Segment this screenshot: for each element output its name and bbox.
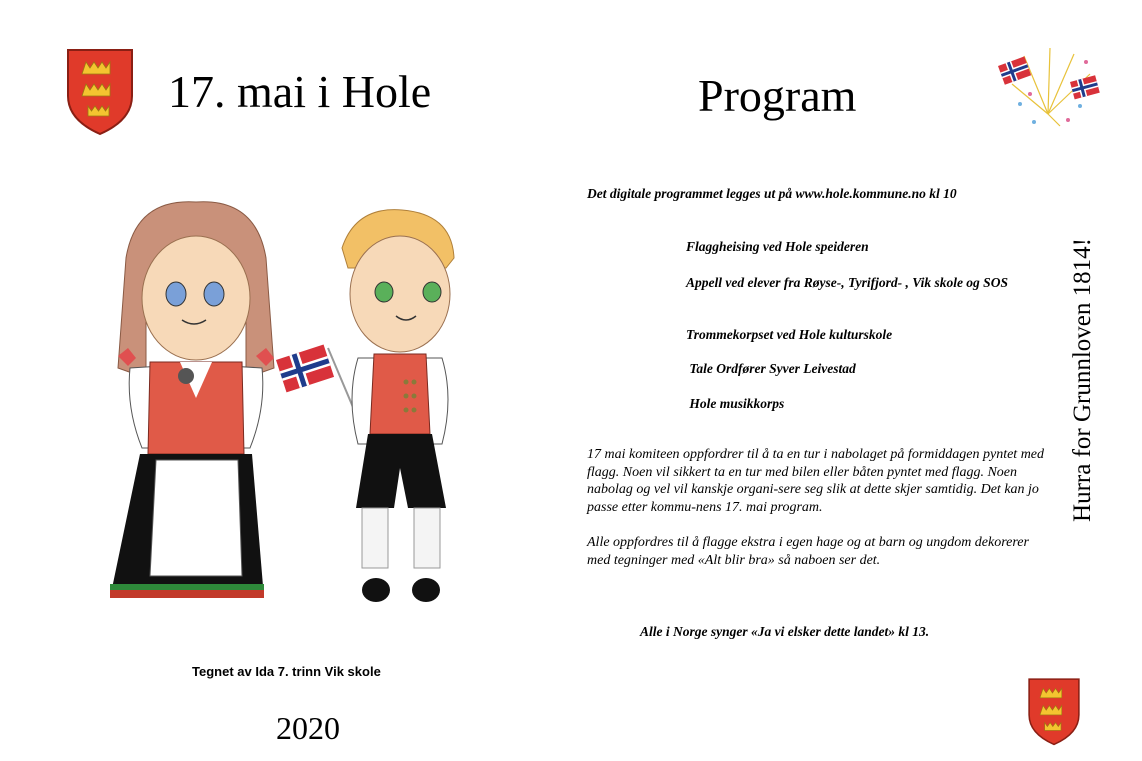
program-intro: Det digitale programmet legges ut på www.hole.kommune.no kl 10	[587, 186, 957, 201]
body-paragraph: 17 mai komiteen oppfordrer til å ta en tur i nabolaget på formiddagen pyntet med flagg. Noen vil sikkert ta en tur med bilen eller båten pyntet med flagg. Noen nabolag og vel vil kanskje organi-sere seg slik at dette skjer samtidig. Det kan jo passe etter kommu-nens 17. mai program.	[587, 447, 1045, 515]
program-item: Flaggheising ved Hole speideren	[686, 239, 869, 254]
program-heading: Program	[698, 70, 857, 121]
program-item: Trommekorpset ved Hole kulturskole	[686, 327, 893, 342]
closing-line: Alle i Norge synger «Ja vi elsker dette landet» kl 13.	[640, 624, 930, 639]
children-bunad-drawing	[96, 198, 486, 618]
year-label: 2020	[276, 710, 340, 746]
program-item: Tale Ordfører Syver Leivestad	[686, 361, 856, 376]
flags-fireworks-icon	[990, 44, 1106, 130]
boy-figure	[342, 210, 454, 602]
program-body-text	[587, 446, 1049, 587]
coat-of-arms-icon	[64, 46, 136, 136]
program-item: Hole musikkorps	[686, 396, 785, 411]
illustration-caption: Tegnet av Ida 7. trinn Vik skole	[192, 664, 381, 679]
program-item: Appell ved elever fra Røyse-, Tyrifjord- , Vik skole og SOS	[686, 275, 1008, 290]
slogan-text: Hurra for Grunnloven 1814!	[1069, 238, 1096, 522]
coat-of-arms-icon	[1026, 676, 1082, 746]
body-paragraph: Alle oppfordres til å flagge ekstra i egen hage og at barn og ungdom dekorerer med tegninger med «Alt blir bra» så naboen ser det.	[587, 535, 1029, 568]
page-title: 17. mai i Hole	[168, 66, 432, 117]
girl-figure	[110, 202, 274, 598]
vertical-slogan	[1065, 200, 1101, 560]
